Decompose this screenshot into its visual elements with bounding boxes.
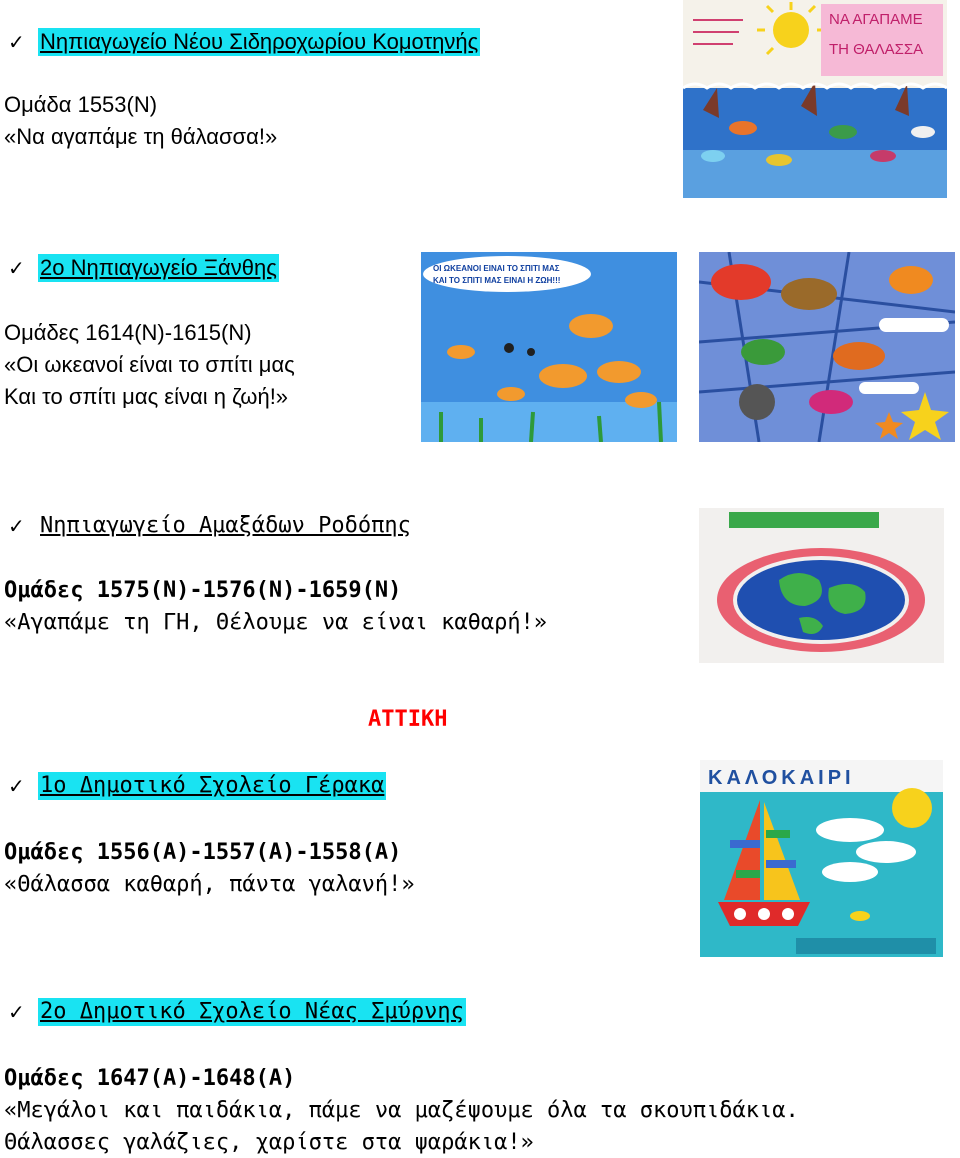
section-5-groups: Ομάδες 1647(Α)-1648(Α): [4, 1066, 296, 1091]
section-1-slogan: «Να αγαπάμε τη θάλασσα!»: [4, 124, 278, 149]
checkmark-icon: ✓: [8, 774, 25, 798]
section-2-photo-right: [699, 252, 955, 442]
checkmark-icon: ✓: [8, 514, 25, 538]
section-4-photo-title: ΚΑΛΟΚΑΙΡΙ: [708, 767, 855, 789]
section-1-school: Νηπιαγωγείο Νέου Σιδηροχωρίου Κομοτηνής: [40, 29, 479, 54]
checkmark-icon: ✓: [8, 256, 25, 280]
section-2-school: 2ο Νηπιαγωγείο Ξάνθης: [40, 255, 277, 280]
section-1-photo-line-2: ΤΗ ΘΑΛΑΣΣΑ: [829, 41, 924, 58]
section-3-groups: Ομάδες 1575(Ν)-1576(Ν)-1659(Ν): [4, 578, 402, 603]
section-5-header: [8, 998, 466, 1026]
section-4-photo: [700, 760, 943, 957]
section-4-school: 1ο Δημοτικό Σχολείο Γέρακα: [40, 773, 385, 798]
section-3-photo: [699, 508, 944, 663]
checkmark-icon: ✓: [8, 1000, 25, 1024]
section-4-slogan: «Θάλασσα καθαρή, πάντα γαλανή!»: [4, 872, 415, 897]
checkmark-icon: ✓: [8, 30, 25, 54]
section-2-slogan-line-1: «Οι ωκεανοί είναι το σπίτι μας: [4, 352, 295, 377]
section-3-header: [8, 512, 413, 540]
section-1-groups: Ομάδα 1553(Ν): [4, 92, 158, 117]
section-1-photo: [683, 0, 947, 198]
section-4-groups: Ομάδες 1556(Α)-1557(Α)-1558(Α): [4, 840, 402, 865]
section-2-header: [8, 254, 279, 282]
section-5-slogan-line-2: Θάλασσες γαλάζιες, χαρίστε στα ψαράκια!»: [4, 1130, 534, 1155]
section-2-slogan-line-2: Και το σπίτι μας είναι η ζωή!»: [4, 384, 289, 409]
section-4-header: [8, 772, 386, 800]
region-heading: ΑΤΤΙΚΗ: [368, 707, 448, 732]
section-3-slogan: «Αγαπάμε τη ΓΗ, Θέλουμε να είναι καθαρή!»: [4, 610, 548, 635]
section-1-header: [8, 28, 480, 56]
section-5-slogan-line-1: «Μεγάλοι και παιδάκια, πάμε να μαζέψουμε όλα τα σκουπιδάκια.: [4, 1098, 799, 1123]
section-2-groups: Ομάδες 1614(Ν)-1615(Ν): [4, 320, 252, 345]
section-2-photo-left: [421, 252, 677, 442]
section-2-photo-line-1: ΟΙ ΩΚΕΑΝΟΙ ΕΙΝΑΙ ΤΟ ΣΠΙΤΙ ΜΑΣ: [433, 264, 560, 273]
section-1-photo-line-1: ΝΑ ΑΓΑΠΑΜΕ: [829, 11, 923, 28]
section-3-school: Νηπιαγωγείο Αμαξάδων Ροδόπης: [40, 513, 411, 538]
section-2-photo-line-2: ΚΑΙ ΤΟ ΣΠΙΤΙ ΜΑΣ ΕΙΝΑΙ Η ΖΩΗ!!!: [433, 276, 561, 285]
section-5-school: 2ο Δημοτικό Σχολείο Νέας Σμύρνης: [40, 999, 464, 1024]
